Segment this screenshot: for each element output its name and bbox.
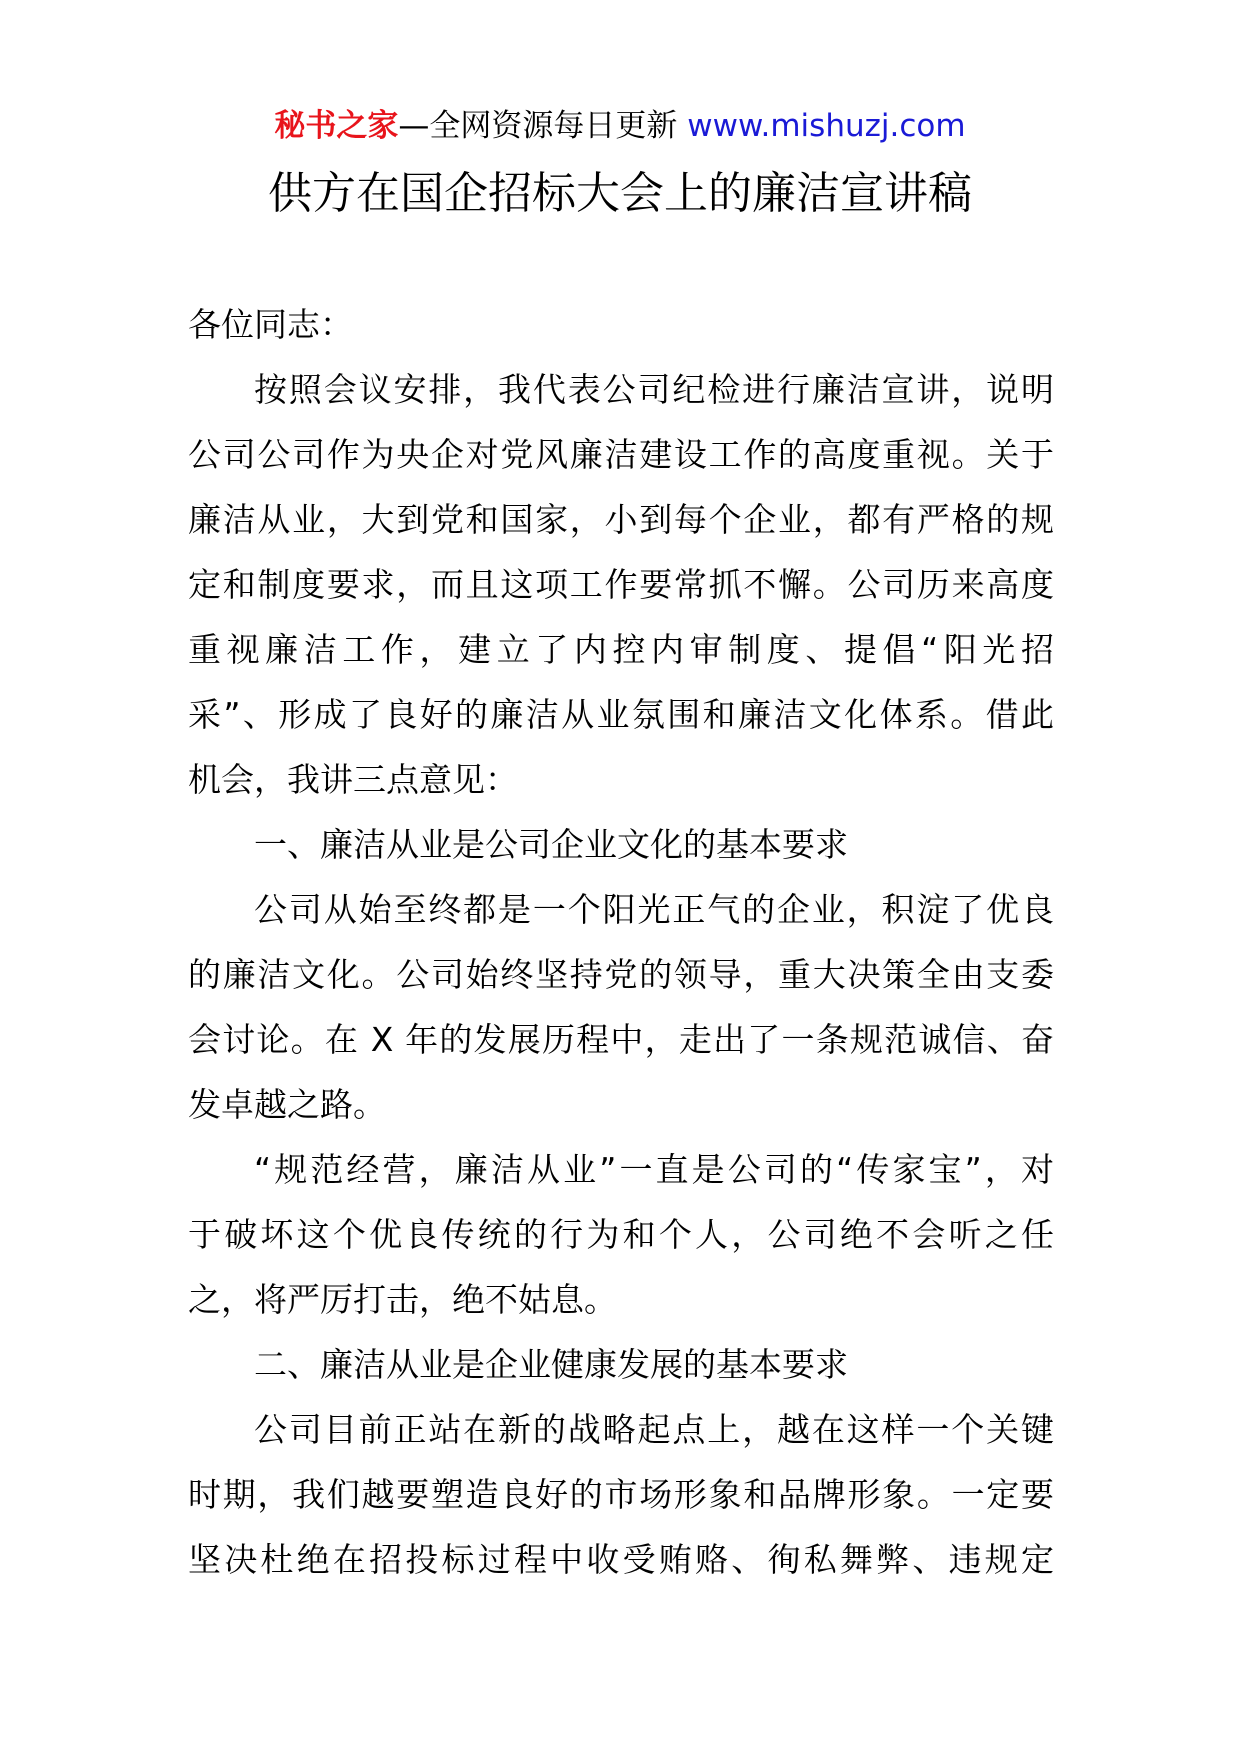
paragraph-line: 公司公司作为央企对党风廉洁建设工作的高度重视。关于 [188,435,1054,474]
paragraph-line: 时期，我们越要塑造良好的市场形象和品牌形象。一定要 [188,1475,1054,1514]
section-heading: 一、廉洁从业是公司企业文化的基本要求 [254,825,848,864]
document-title: 供方在国企招标大会上的廉洁宣讲稿 [268,168,972,219]
paragraph-line: 的廉洁文化。公司始终坚持党的领导，重大决策全由支委 [188,955,1054,994]
paragraph-line: 公司目前正站在新的战略起点上，越在这样一个关键 [254,1410,1054,1449]
banner-slogan: —全网资源每日更新 [398,108,688,144]
header-banner [0,104,1240,148]
brand-name: 秘书之家 [274,108,399,144]
paragraph-line: 会讨论。在 X 年的发展历程中，走出了一条规范诚信、奋 [188,1020,1054,1059]
paragraph-line: 按照会议安排，我代表公司纪检进行廉洁宣讲，说明 [254,370,1054,409]
paragraph-line: 坚决杜绝在招投标过程中收受贿赂、徇私舞弊、违规定 [188,1540,1054,1579]
paragraph-line: 定和制度要求，而且这项工作要常抓不懈。公司历来高度 [188,565,1054,604]
greeting: 各位同志： [188,305,353,344]
document-body [188,292,1054,1592]
paragraph-line: 采”、形成了良好的廉洁从业氛围和廉洁文化体系。借此 [188,695,1054,734]
paragraph-line: 发卓越之路。 [188,1085,386,1124]
paragraph-line: 机会，我讲三点意见： [188,760,518,799]
paragraph-line: 之，将严厉打击，绝不姑息。 [188,1280,617,1319]
paragraph-line: 于破坏这个优良传统的行为和个人，公司绝不会听之任 [188,1215,1054,1254]
section-heading: 二、廉洁从业是企业健康发展的基本要求 [254,1345,848,1384]
paragraph-line: 公司从始至终都是一个阳光正气的企业，积淀了优良 [254,890,1054,929]
paragraph-line: 廉洁从业，大到党和国家，小到每个企业，都有严格的规 [188,500,1054,539]
paragraph-line: 重视廉洁工作，建立了内控内审制度、提倡“阳光招 [188,630,1054,669]
paragraph-line: “规范经营，廉洁从业”一直是公司的“传家宝”，对 [254,1150,1054,1189]
website-link[interactable]: www.mishuzj.com [687,108,966,144]
